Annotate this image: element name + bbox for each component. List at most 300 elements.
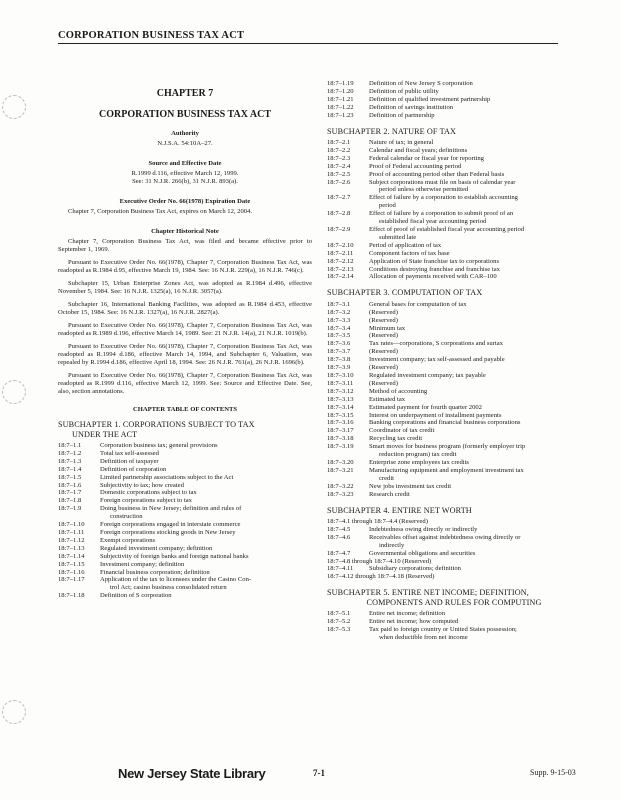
section-title-continuation: construction [110,513,143,521]
section-title-text: 18:7–4.8 through 18:7–4.10 (Reserved) [327,557,432,565]
section-number: 18:7–3.3 [327,316,351,324]
section-number: 18:7–3.21 [327,466,354,474]
section-title [100,529,312,537]
toc-entry [327,242,581,250]
section-number: 18:7–3.16 [327,419,354,427]
toc-entry [327,610,581,618]
section-number: 18:7–1.23 [327,111,354,119]
eo-heading: Executive Order No. 66(1978) Expiration Date [119,198,251,205]
history-heading: Chapter Historical Note [151,228,219,235]
running-head: CORPORATION BUSINESS TAX ACT [58,30,558,44]
toc-entry [327,412,581,420]
chapter-number: CHAPTER 7 [156,88,214,99]
subchapter-heading-line: SUBCHAPTER 5. ENTIRE NET INCOME; DEFINITION, [327,588,529,598]
toc-entry [327,435,581,443]
section-title-continuation: credit [379,474,395,482]
toc-entry [327,419,581,427]
toc-entry [327,194,581,210]
section-number: 18:7–3.20 [327,458,354,466]
history-paragraph: Pursuant to Executive Order No. 66(1978), Chapter 7, Corporation Business Tax Act, was readopted as R.1989 d.196, effective March 14, 1989. See: 21 N.J.R. 14(a), 21 N.J.R. 1019(b). [58,322,312,337]
section-title [327,573,581,581]
punch-hole [2,95,26,119]
history-paragraph: Pursuant to Executive Order No. 66(1978), Chapter 7, Corporation Business Tax Act, was readopted as R.1984 d.95, effective March 19, 1984. See: 16 N.J.R. 229(a), 16 N.J.R. 746(c). [58,259,312,274]
toc-entry [327,96,581,104]
source-line: R.1999 d.116, effective March 12, 1999. [131,170,239,177]
section-title-text: Federal calendar or fiscal year for reporting [369,154,484,162]
section-number: 18:7–2.4 [327,162,351,170]
section-number: 18:7–2.7 [327,194,351,202]
subchapter-heading-line: COMPONENTS AND RULES FOR COMPUTING [366,597,542,607]
supplement-date: Supp. 9-15-03 [530,768,576,777]
section-title [369,112,581,120]
section-number: 18:7–2.5 [327,170,351,178]
section-title-text: Definition of partnership [369,111,435,119]
section-title-continuation: when deductible from net income [379,633,468,641]
section-title [369,273,581,281]
section-title-text: Manufacturing equipment and employment investment tax [369,466,524,474]
section-title [369,412,581,420]
subchapter-5-heading [327,588,581,607]
section-number: 18:7–1.9 [58,505,82,513]
section-title-text: Foreign corporations engaged in interstate commerce [100,521,241,529]
toc-entry [58,521,312,529]
section-number: 18:7–3.15 [327,411,354,419]
toc-entry [327,483,581,491]
section-title-text: Definition of public utility [369,87,439,95]
section-title-text: Effect of proof of established fiscal year accounting period [369,226,525,233]
section-number: 18:7–3.22 [327,482,354,490]
section-number: 18:7–5.3 [327,626,351,634]
toc-entry [58,497,312,505]
section-title [369,380,581,388]
toc-entry [327,155,581,163]
section-number: 18:7–3.19 [327,443,354,451]
section-title [369,526,581,534]
section-number: 18:7–3.13 [327,395,354,403]
section-title-text: Definition of corporation [100,465,167,473]
section-title-text: Foreign corporations stocking goods in New Jersey [100,528,236,536]
section-title-text: Tax rates—corporations, S corporations and surtax [369,340,503,348]
section-title [369,194,581,210]
section-title-text: Subjectivity to tax; how created [100,481,184,489]
section-title [100,482,312,490]
section-title [369,372,581,380]
section-number: 18:7–3.23 [327,490,354,498]
section-number: 18:7–1.20 [327,87,354,95]
history-paragraph: Pursuant to Executive Order No. 66(1978), Chapter 7, Corporation Business Tax Act, was readopted as R.1994 d.186, effective March 14, 1994, and Subchapter 6, Valuation, was repealed by R.1994 d.186, effective April 18, 1994. See: 26 N.J.R. 761(a), 26 N.J.R. 1696(b). [58,343,312,366]
section-title-text: Subjectivity of foreign banks and foreign national banks [100,552,249,560]
toc-entry [327,356,581,364]
toc-entry [327,340,581,348]
section-title-text: Enterprise zone employees tax credits [369,458,469,466]
subchapter-heading-line: SUBCHAPTER 1. CORPORATIONS SUBJECT TO TAX [58,420,255,429]
toc-entry [58,442,312,450]
section-number: 18:7–1.17 [58,576,85,584]
section-number: 18:7–3.7 [327,348,351,356]
section-title [369,396,581,404]
toc-entry [58,569,312,577]
toc-entry [327,380,581,388]
section-number: 18:7–1.18 [58,592,85,600]
section-number: 18:7–1.13 [58,544,85,552]
subchapter-heading-line: UNDER THE ACT [72,429,138,439]
toc-entry [58,458,312,466]
toc-entry [58,529,312,537]
history-notes [58,238,312,396]
section-number: 18:7–3.2 [327,308,351,316]
section-title-text: Component factors of tax base [369,249,450,257]
section-title [369,404,581,412]
subchapter-2-heading: SUBCHAPTER 2. NATURE OF TAX [327,126,457,136]
toc-entry [327,139,581,147]
section-title-text: Allocation of payments received with CAR–100 [369,273,497,281]
section-title [369,443,581,459]
section-title [369,301,581,309]
section-title-text: Definition of taxpayer [100,457,159,465]
toc-entry [58,561,312,569]
toc-entry [327,226,581,242]
section-title [100,458,312,466]
section-title-text: Nature of tax; in general [369,139,434,147]
history-paragraph: Subchapter 15, Urban Enterprise Zones Act, was adopted as R.1984 d.496, effective November 5, 1984. See: 16 N.J.R. 1325(a), 16 N.J.R. 3057(a). [58,280,312,295]
section-number: 18:7–3.1 [327,300,351,308]
section-title [369,348,581,356]
section-number: 18:7–1.3 [58,457,82,465]
section-title [100,474,312,482]
section-number: 18:7–1.12 [58,536,85,544]
toc-entry [58,537,312,545]
section-title [100,497,312,505]
section-number: 18:7–3.12 [327,387,354,395]
toc-entry [327,565,581,573]
section-title-continuation: trol Act; casino business consolidated return [110,584,227,592]
toc-entry [327,372,581,380]
section-number: 18:7–2.9 [327,226,351,233]
section-title-text: Effect of failure by a corporation to establish accounting [369,194,518,202]
section-title [327,518,581,526]
section-title-text: Domestic corporations subject to tax [100,489,197,497]
section-title-text: Definition of New Jersey S corporation [369,80,473,87]
section-title [369,483,581,491]
section-number: 18:7–1.14 [58,552,85,560]
subchapter-3-list [327,301,581,499]
toc-entry [327,618,581,626]
section-number: 18:7–2.12 [327,257,354,265]
section-title-text: Estimated payment for fourth quarter 2002 [369,403,482,411]
section-number: 18:7–4.6 [327,533,351,541]
section-number: 18:7–3.10 [327,372,354,379]
toc-entry [58,489,312,497]
section-title [100,569,312,577]
section-number: 18:7–1.4 [58,465,82,473]
section-title-text: Regulated investment company; tax payable [369,372,486,379]
toc-entry [327,301,581,309]
section-title [369,459,581,467]
section-title-text: Subsidiary corporations; definition [369,565,461,573]
authority-heading: Authority [171,130,199,137]
section-title-text: Entire net income; how computed [369,618,459,626]
section-title [369,618,581,626]
section-title-continuation: submitted late [379,233,417,241]
section-title-text: 18:7–4.12 through 18:7–4.18 (Reserved) [327,573,435,581]
section-title [100,545,312,553]
toc-entry [58,474,312,482]
authority-text: N.J.S.A. 54:10A–27. [157,140,213,147]
toc-entry [327,273,581,281]
section-title-text: Investment company; tax self-assessed and payable [369,356,505,364]
history-paragraph: Chapter 7, Corporation Business Tax Act, was filed and became effective prior to September 1, 1969. [58,238,312,253]
section-title [369,332,581,340]
section-title-text: (Reserved) [369,379,398,387]
section-title-text: Proof of Federal accounting period [369,162,462,170]
source-line: See: 31 N.J.R. 266(b), 31 N.J.R. 893(a). [132,178,238,185]
section-number: 18:7–3.9 [327,364,351,372]
section-title-text: Investment company; definition [100,560,185,568]
section-title-text: Total tax self-assessed [100,449,159,457]
source-heading: Source and Effective Date [148,160,222,167]
section-number: 18:7–1.11 [58,528,85,536]
toc-entry [327,210,581,226]
section-title [369,491,581,499]
section-number: 18:7–1.7 [58,489,82,497]
toc-entry [327,364,581,372]
right-column [327,80,581,642]
left-column [58,80,312,600]
section-title-text: Entire net income; definition [369,610,445,618]
toc-entry [327,550,581,558]
toc-entry [327,573,581,581]
section-title-text: Period of application of tax [369,241,442,249]
toc-entry [327,467,581,483]
section-title [369,325,581,333]
section-title [369,250,581,258]
section-number: 18:7–2.13 [327,265,354,273]
section-title [369,96,581,104]
toc-entry [58,482,312,490]
section-title-text: Research credit [369,490,410,498]
toc-entry [327,80,581,88]
section-title-text: Tax paid to foreign country or United States possession; [369,626,517,634]
section-title-text: (Reserved) [369,348,398,356]
section-title [369,435,581,443]
section-title [100,592,312,600]
section-title-continuation: indirectly [379,541,405,549]
section-title-text: (Reserved) [369,364,398,372]
section-number: 18:7–4.7 [327,549,351,557]
section-title-text: Foreign corporations subject to tax [100,497,192,505]
section-number: 18:7–1.5 [58,473,82,481]
section-title [100,576,312,592]
section-title-text: Smart moves for business program (formerly employer trip [369,443,526,451]
section-title [369,550,581,558]
section-title-text: Method of accounting [369,387,428,395]
section-title [369,258,581,266]
section-title-text: General bases for computation of tax [369,300,467,308]
section-number: 18:7–2.6 [327,178,351,186]
subchapter-1-continued-list [327,80,581,120]
section-title [369,427,581,435]
subchapter-3-heading: SUBCHAPTER 3. COMPUTATION OF TAX [327,288,483,298]
section-title-text: Conditions destroying franchise and franchise tax [369,265,500,273]
section-title [369,317,581,325]
section-number: 18:7–3.8 [327,356,351,364]
section-title [369,340,581,348]
toc-entry [58,553,312,561]
section-number: 18:7–1.16 [58,568,85,576]
toc-entry [327,112,581,120]
section-title [369,610,581,618]
toc-entry [327,332,581,340]
section-title [369,242,581,250]
section-number: 18:7–1.1 [58,442,82,449]
eo-text: Chapter 7, Corporation Business Tax Act, expires on March 12, 2004. [68,208,253,215]
section-title-text: Limited partnership associations subject to the Act [100,473,234,481]
toc-entry [327,518,581,526]
toc-entry [327,459,581,467]
history-paragraph: Pursuant to Executive Order No. 66(1978), Chapter 7, Corporation Business Tax Act, was readopted as R.1999 d.116, effective March 12, 1999. See: Source and Effective Date. See, also, section annotations. [58,372,312,395]
section-number: 18:7–3.11 [327,379,354,387]
section-title-text: Governmental obligations and securities [369,549,476,557]
toc-entry [327,163,581,171]
toc-entry [327,250,581,258]
toc-entry [327,325,581,333]
section-number: 18:7–3.6 [327,340,351,348]
toc-entry [327,443,581,459]
section-title-text: Effect of failure by a corporation to submit proof of an [369,210,514,218]
section-title-text: Definition of S corporation [100,592,172,600]
section-title [369,155,581,163]
section-title [369,147,581,155]
section-title-text: Exempt corporations [100,536,156,544]
toc-entry [327,534,581,550]
toc-entry [327,558,581,566]
toc-entry [58,466,312,474]
section-title [100,450,312,458]
section-title-text: Minimum tax [369,324,406,332]
section-title-text: Corporation business tax; general provisions [100,442,218,449]
toc-entry [327,404,581,412]
toc-entry [327,317,581,325]
toc-entry [327,396,581,404]
toc-entry [327,88,581,96]
toc-entry [327,626,581,642]
section-title-continuation: period unless otherwise permitted [379,186,469,194]
section-title-text: New jobs investment tax credit [369,482,452,490]
section-title-text: (Reserved) [369,316,398,324]
section-title [369,467,581,483]
toc-entry [327,147,581,155]
section-number: 18:7–1.2 [58,449,82,457]
section-number: 18:7–2.10 [327,241,354,249]
section-number: 18:7–1.19 [327,80,354,87]
section-title [100,489,312,497]
section-number: 18:7–5.1 [327,610,351,618]
section-title [100,561,312,569]
toc-entry [58,450,312,458]
section-number: 18:7–3.18 [327,435,354,443]
section-title-text: 18:7–4.1 through 18:7–4.4 (Reserved) [327,518,428,525]
toc-entry [58,592,312,600]
section-title-text: Application of the tax to licensees under the Casino Con- [100,576,252,584]
section-number: 18:7–4.5 [327,525,351,533]
section-title [369,266,581,274]
page-number: 7-1 [313,768,325,778]
section-number: 18:7–3.5 [327,332,351,340]
section-number: 18:7–1.10 [58,521,85,529]
section-number: 18:7–1.8 [58,497,82,505]
section-number: 18:7–2.8 [327,210,351,218]
section-title [369,565,581,573]
section-number: 18:7–2.3 [327,154,351,162]
toc-entry [327,427,581,435]
history-paragraph: Subchapter 16, International Banking Facilities, was adopted as R.1984 d.453, effective October 15, 1984. See: 16 N.J.R. 1327(a), 16 N.J.R. 2827(a). [58,301,312,316]
subchapter-2-list [327,139,581,281]
section-number: 18:7–1.6 [58,481,82,489]
toc-entry [327,171,581,179]
section-title [369,163,581,171]
section-title-text: Proof of accounting period other than Federal basis [369,170,505,178]
section-title-text: (Reserved) [369,332,398,340]
toc-entry [327,491,581,499]
chapter-title: CORPORATION BUSINESS TAX ACT [99,109,271,120]
section-number: 18:7–3.4 [327,324,351,332]
section-number: 18:7–2.11 [327,249,354,257]
toc-entry [327,526,581,534]
subchapter-4-list [327,518,581,581]
toc-entry [327,104,581,112]
punch-hole [2,700,26,724]
toc-entry [327,348,581,356]
section-title-text: Receivables offset against indebtedness owing directly or [369,533,521,541]
section-title [369,356,581,364]
library-stamp: New Jersey State Library [118,766,266,781]
section-title [369,210,581,226]
section-title [369,534,581,550]
section-number: 18:7–2.2 [327,146,351,154]
section-title [369,419,581,427]
section-title [100,521,312,529]
subchapter-5-list [327,610,581,642]
section-title-text: Doing business in New Jersey; definition and rules of [100,505,242,513]
section-title-text: Financial business corporation; definition [100,568,210,576]
section-title [100,466,312,474]
toc-entry [327,388,581,396]
section-title [369,171,581,179]
section-title [327,558,581,566]
toc-entry [327,309,581,317]
toc-entry [58,505,312,521]
section-number: 18:7–2.14 [327,273,354,281]
subchapter-1-heading [58,420,312,439]
section-title-text: Recycling tax credit [369,435,423,443]
section-title-text: Indebtedness owing directly or indirectly [369,525,478,533]
toc-entry [327,179,581,195]
section-title-text: Banking corporations and financial business corporations [369,419,521,427]
section-number: 18:7–3.14 [327,403,354,411]
toc-heading: CHAPTER TABLE OF CONTENTS [132,406,238,413]
section-title-text: Regulated investment company; definition [100,544,213,552]
section-title [100,442,312,450]
section-title-text: Calendar and fiscal years; definitions [369,146,468,154]
section-title [369,104,581,112]
toc-entry [58,576,312,592]
section-number: 18:7–1.22 [327,103,354,111]
section-title [369,388,581,396]
section-title [100,553,312,561]
section-title-continuation: reduction program) tax credit [379,451,457,459]
section-number: 18:7–2.1 [327,139,351,147]
subchapter-1-list [58,442,312,600]
